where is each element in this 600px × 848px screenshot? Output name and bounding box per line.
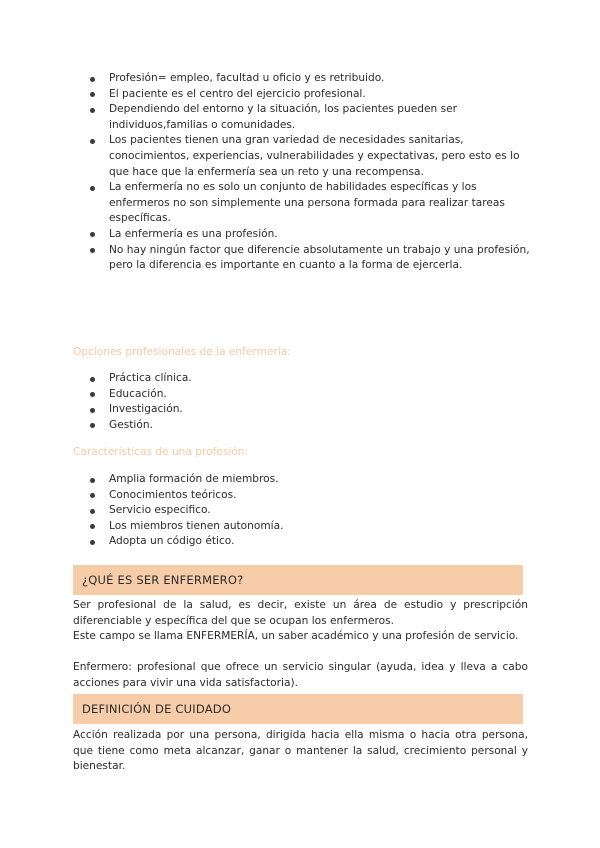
section1-paragraph-3: Enfermero: profesional que ofrece un servicio singular (ayuda, idea y lleva a cabo acciones para vivir una vida satisfactoria).: [73, 661, 528, 689]
list-item: Servicio especifico.: [90, 503, 530, 519]
caracteristicas-list: [90, 472, 530, 550]
list-item: Amplia formación de miembros.: [90, 472, 530, 488]
section1-paragraph-1: Ser profesional de la salud, es decir, existe un área de estudio y prescripción diferenciable y específica del que se ocupan los enfermeros.: [73, 599, 528, 627]
section-heading-definicion: DEFINICIÓN DE CUIDADO: [73, 694, 523, 724]
list-item: La enfermería no es solo un conjunto de habilidades específicas y los enfermeros no son simplemente una persona formada para realizar tareas específicas.: [90, 180, 530, 227]
list-item: El paciente es el centro del ejercicio profesional.: [90, 87, 530, 103]
intro-bullet-list: [90, 71, 530, 274]
opciones-list: [90, 371, 530, 433]
list-item: Educación.: [90, 387, 530, 403]
list-item: La enfermería es una profesión.: [90, 227, 530, 243]
list-item: Gestión.: [90, 418, 530, 434]
list-item: Adopta un código ético.: [90, 534, 530, 550]
opciones-heading: Opciones profesionales de la enfermería:: [73, 346, 291, 358]
section1-paragraph-2: Este campo se llama ENFERMERÍA, un saber académico y una profesión de servicio.: [73, 630, 519, 642]
list-item: Dependiendo del entorno y la situación, los pacientes pueden ser individuos,familias o comunidades.: [90, 102, 530, 133]
list-item: Profesión= empleo, facultad u oficio y es retribuido.: [90, 71, 530, 87]
list-item: No hay ningún factor que diferencie absolutamente un trabajo y una profesión, pero la diferencia es importante en cuanto a la forma de ejercerla.: [90, 243, 530, 274]
section2-paragraph-1: Acción realizada por una persona, dirigida hacia ella misma o hacia otra persona, que tiene como meta alcanzar, ganar o mantener la salud, crecimiento personal y bienestar.: [73, 729, 528, 773]
list-item: Conocimientos teóricos.: [90, 488, 530, 504]
section-heading-que-es: ¿QUÉ ES SER ENFERMERO?: [73, 565, 523, 595]
list-item: Investigación.: [90, 402, 530, 418]
list-item: Práctica clínica.: [90, 371, 530, 387]
list-item: Los pacientes tienen una gran variedad de necesidades sanitarias, conocimientos, experiencias, vulnerabilidades y expectativas, pero esto es lo que hace que la enfermería sea un reto y una recompensa.: [90, 133, 530, 180]
caracteristicas-heading: Características de una profesión:: [73, 446, 249, 458]
list-item: Los miembros tienen autonomía.: [90, 519, 530, 535]
